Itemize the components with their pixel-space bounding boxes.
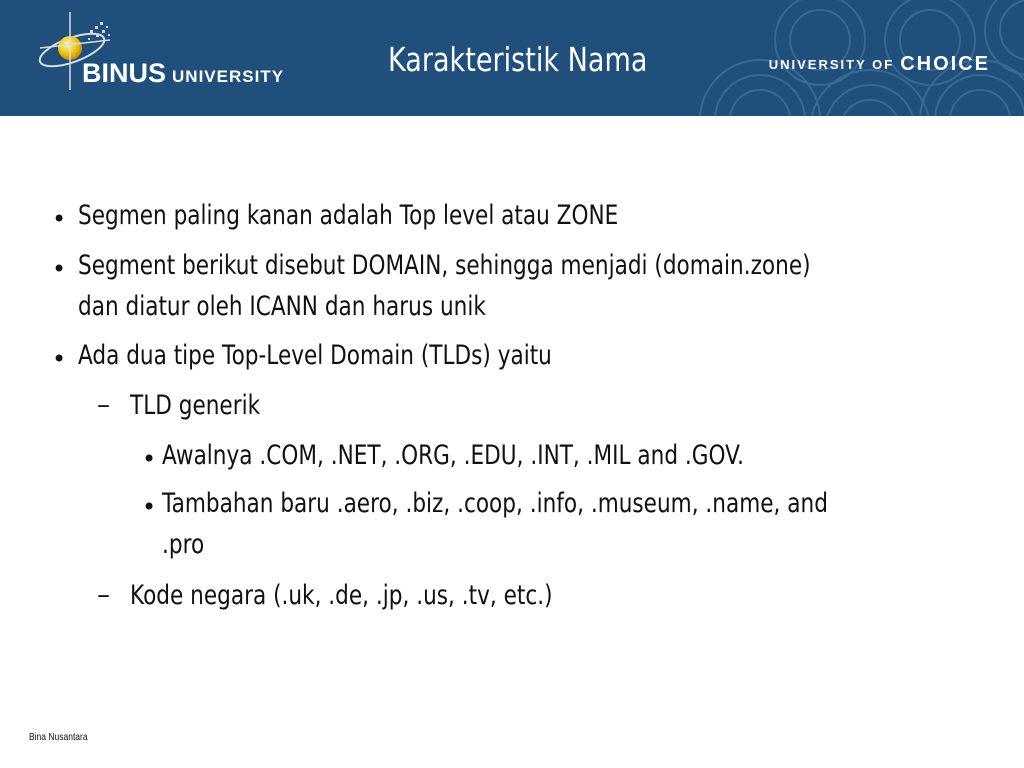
slide-title: Karakteristik Nama <box>388 40 648 79</box>
sub-sub-bullet-text: Tambahan baru .aero, .biz, .coop, .info, .museum, .name, and <box>162 488 828 519</box>
bullet-text: Segment berikut disebut DOMAIN, sehingga menjadi (domain.zone) <box>78 250 811 281</box>
footer-text: Bina Nusantara <box>29 732 88 743</box>
sub-sub-bullet-continuation: .pro <box>162 529 205 560</box>
bullet-dot: • <box>52 255 67 283</box>
logo-brand: BINUS <box>82 58 167 88</box>
sub-sub-bullet-text: Awalnya .COM, .NET, .ORG, .EDU, .INT, .MIL and .GOV. <box>162 440 745 471</box>
tagline-small: UNIVERSITY OF <box>768 57 895 72</box>
bullet-dot: • <box>52 205 67 233</box>
dash-mark: – <box>97 390 110 420</box>
bullet-text: Segmen paling kanan adalah Top level atau ZONE <box>78 200 619 231</box>
bullet-continuation: dan diatur oleh ICANN dan harus unik <box>78 291 486 322</box>
bullet-dot: • <box>142 493 157 521</box>
bullet-text: Ada dua tipe Top-Level Domain (TLDs) yaitu <box>78 340 552 371</box>
sub-bullet-text: Kode negara (.uk, .de, .jp, .us, .tv, etc.) <box>130 580 553 611</box>
sub-bullet-text: TLD generik <box>130 390 261 421</box>
tagline-big: CHOICE <box>900 53 990 75</box>
logo-suffix: UNIVERSITY <box>172 67 285 86</box>
bullet-dot: • <box>52 345 67 373</box>
bullet-dot: • <box>142 445 157 473</box>
dash-mark: – <box>97 580 110 610</box>
